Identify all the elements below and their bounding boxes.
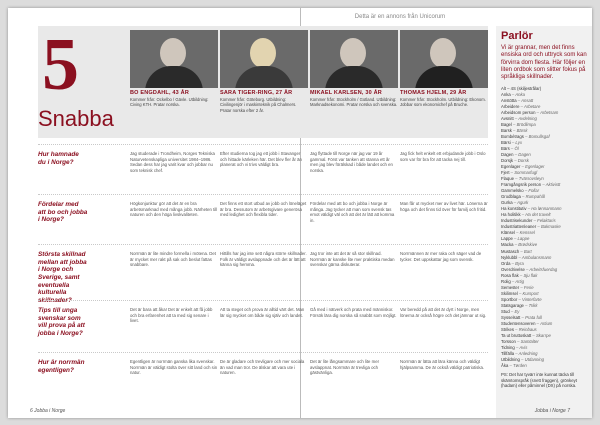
phrase-swedish: – Brödlimpa: [511, 121, 536, 127]
answer-text: Jag tror inte att det är så stor skillnad. Norrmän är kanske lite mer praktiska medan svenskar gärna diskuterar.: [310, 251, 395, 268]
answer-text: Man får ut mycket mer av livet här. Lönerna är höga och det finns tid över för familj och fritid.: [400, 201, 488, 212]
portrait-photo: [400, 30, 488, 88]
phrase-norwegian: Bärsi: [501, 139, 511, 145]
phrase-swedish: – Öl: [509, 145, 519, 151]
answer-text: Norrmän är lätta att lära känna och väldigt hjälpsamma. De är också väldigt patriotiska.: [400, 359, 485, 370]
answer-text: Att ta steget och prova är alltid värt det. Man lär sig mycket om både sig själv och landet.: [220, 307, 305, 318]
phrase-norwegian: Dorsjk: [501, 158, 514, 164]
phrase-swedish: – Dorsk: [513, 158, 529, 164]
person-name: THOMAS HJELM, 29 ÅR: [400, 90, 467, 96]
question-heading: Hur hamnade du i Norge?: [38, 151, 79, 166]
phrase-norwegian: Statsgarage: [501, 302, 524, 308]
phrase-norwegian: Arbeidere: [501, 103, 520, 109]
person-bio: Kommer från: Ockelbo / Gävle. Utbildning: Civing KTH. Pratar norska.: [130, 97, 209, 108]
question-heading: Största skillnad mellan att jobba i Norge och Sverige, samt eventuella kulturella skillnader?: [38, 251, 87, 305]
phrase-norwegian: Anka: [501, 91, 511, 97]
answer-text: Jag fick helt enkelt ett erbjudande jobb i Oslo som var för bra för att tacka nej till.: [400, 151, 486, 162]
phrase-swedish: – Follar: [523, 188, 540, 194]
phrase-swedish: – Dagen: [513, 152, 531, 157]
page-footer-right: Jobba i Norge 7: [534, 408, 570, 414]
person-card: [220, 30, 308, 113]
phrase-swedish: – Ambulansmann: [517, 254, 552, 260]
phrase-swedish: – Brødskive: [513, 242, 538, 248]
phrasebook-sidebar: [496, 26, 592, 418]
phrase-swedish: – Avdelning: [513, 115, 537, 121]
sidebar-title: Parlör: [501, 30, 533, 42]
answer-text: Egentligen är norrmän ganska lika svenskar. Norrmän är väldigt stolta över sitt land och sin natur.: [130, 359, 218, 376]
answer-text: Gå med i nätverk och prata med människor. Försök lära dig norska så snabbt som möjligt.: [310, 307, 397, 318]
phrase-norwegian: Lappe: [501, 236, 513, 242]
answer-text: Det finns ett stort utbud av jobb och löneläget är bra. Dessutom är arbetsgivare generösa med ledighet och flexibla tider.: [220, 201, 307, 218]
phrase-swedish: – Bärsk: [511, 127, 528, 133]
phrase-norwegian: Strikes: [501, 326, 514, 332]
question-row: [38, 194, 488, 224]
portrait-photo: [130, 30, 218, 88]
answer-text: Norrmän är lite mindre formella i mötena. Det är mycket mer rakt på sak och beslut fattas snabbare.: [130, 251, 216, 268]
person-bio: Kommer från: Göteborg. Utbildning: Civilingenjör i maskinteknik på Chalmers. Pratar norska efter 2 år.: [220, 97, 297, 113]
phrase-norwegian: Industrisekunder: [501, 218, 533, 224]
phrase-norwegian: Bombétrags: [501, 133, 524, 139]
person-bio: Kommer från: Stockholm. Utbildning: Ekonom. Jobbar som ekonomichef på Bruche.: [400, 97, 486, 108]
phrase-norwegian: Alt – 4S (skiljestrålar): [501, 85, 542, 91]
phrase-swedish: – Tørden: [508, 363, 527, 369]
phrase-norwegian: Torsson: [501, 338, 516, 344]
phrase-norwegian: Overdrivelse: [501, 266, 525, 272]
phrasebook-entry: [501, 363, 587, 369]
answer-text: Hittills har jag inte sett några större skillnader. Folk är väldigt avslappnade och det är lätt att känna sig hemma.: [220, 251, 307, 268]
question-row: [38, 352, 488, 376]
phrase-norwegian: Rolig: [501, 278, 511, 284]
phrase-swedish: – Ansatt: [516, 97, 534, 103]
answer-text: Högkonjunktur gör att det är en bra arbetsmarknad med många jobb. Närheten till naturen och den höga livskvaliteten.: [130, 201, 218, 218]
answer-text: Det är bara att åka! Det är enkelt att få jobb och bra erfarenhet att ta med sig senare i livet.: [130, 307, 213, 324]
question-row: [38, 244, 488, 305]
magazine-spread: [8, 8, 592, 418]
phrase-swedish: – Bakmaske: [536, 224, 561, 230]
portrait-photo: [220, 30, 308, 88]
phrase-norwegian: Fjert: [501, 170, 510, 176]
phrase-norwegian: Dagen: [501, 152, 514, 157]
answer-text: Jag flyttade till Norge när jag var 19 år gammal. Först var tanken att stanna ett år men jag blev förälskad i både landet och en norska.: [310, 151, 393, 174]
answer-text: Det är lite långsammare och lite mer avslappnat. Norrmän är trevliga och gästvänliga.: [310, 359, 380, 376]
phrase-swedish: – Prata full: [520, 314, 542, 320]
question-heading: Tips till unga svenskar som vill prova på att jobba i Norge?: [38, 307, 85, 338]
advertisement-note: Detta är en annons från Unicorum: [354, 14, 446, 20]
portrait-photo: [310, 30, 398, 88]
phrase-norwegian: Arbeidsom person: [501, 109, 536, 115]
phrase-swedish: – Kenssel: [514, 230, 535, 236]
phrase-swedish: – Egenlager: [520, 164, 545, 170]
phrase-norwegian: Macka: [501, 242, 514, 248]
person-name: MIKAEL KARLSEN, 30 ÅR: [310, 90, 382, 96]
phrase-swedish: – Kursport: [517, 290, 539, 296]
phrase-swedish: – Sju flak: [518, 272, 538, 278]
phrase-norwegian: Industriattenleaner: [501, 224, 537, 230]
phrase-norwegian: Nyklubbl: [501, 254, 518, 260]
phrase-swedish: – Samtalter: [515, 338, 539, 344]
phrase-norwegian: Ha konstitutiv: [501, 206, 527, 212]
phrase-swedish: – Utdanning: [519, 357, 545, 363]
phrase-swedish: – Tvärsovsleyn: [514, 176, 544, 182]
phrase-norwegian: Stud: [501, 308, 510, 314]
phrase-norwegian: Barsk: [501, 127, 512, 133]
phrasebook-list: [501, 86, 587, 369]
phrase-norwegian: Åka: [501, 363, 509, 369]
phrase-norwegian: Bagel: [501, 121, 512, 127]
phrase-swedish: – Arbetsam: [535, 109, 559, 115]
phrase-norwegian: Flaque: [501, 176, 514, 182]
phrase-swedish: – Rumpahål: [520, 194, 545, 200]
phrase-norwegian: Rosa flak: [501, 272, 519, 278]
sidebar-intro: Vi är grannar, men det finns ensiska ord och uttryck som kan förvirra dom flesta. Här följer en liten ordbok som slitter fokus på språkliga skillnader.: [501, 45, 587, 81]
phrase-norwegian: Sportbor: [501, 296, 518, 302]
phrase-swedish: – Lyx: [510, 139, 522, 145]
question-heading: Fördelar med att bo och jobba i Norge?: [38, 201, 88, 224]
phrase-swedish: – Skarrpe: [531, 332, 551, 338]
person-bio: Kommer från: Stockholm / Gotland. Utbildning: Marknadsekonomi. Pratar norska och svenska.: [310, 97, 398, 108]
phrase-swedish: – Ha det travelt: [520, 212, 551, 218]
question-row: [38, 144, 488, 174]
sidebar-footnote: PS: Det har tyvärr inte kunnat täcka till skämtomspråk (snett fraggen), grönkeyt (hadam) eller påminnel (DX) på norska.: [501, 372, 577, 389]
page-footer-left: 6 Jobba i Norge: [30, 408, 66, 414]
phrase-norwegian: Tillfälla: [501, 351, 515, 357]
phrase-swedish: – Avis: [514, 345, 528, 350]
phrase-swedish: – Reinbaus: [514, 326, 537, 332]
phrase-swedish: – Lappe: [512, 236, 530, 242]
person-card: [400, 30, 488, 108]
phrase-swedish: – Felaktaris: [532, 218, 556, 224]
phrase-swedish: – Artig: [510, 278, 524, 284]
answer-text: Jag studerade i Trondheim, Norges Tekniska Naturvetenskapliga universitet 1984–1986. Sedan dess har jag varit kvar och jobbar nu som teknisk chef.: [130, 151, 215, 174]
title-word: Snabba: [38, 106, 114, 131]
answer-text: Var beredd på att det är dyrt i Norge, men lönerna är också högre och det jämnar ut sig.: [400, 307, 487, 318]
phrase-norwegian: Studentensoveren: [501, 320, 536, 326]
phrase-norwegian: Gurka: [501, 200, 513, 206]
answer-text: Efter studierna tog jag ett jobb i Stavanger och hittade kärleken här. Det blev fler år än planerat och vi trivs väldigt bra.: [220, 151, 302, 168]
answer-text: Norrmännen är mer raka och säger vad de tycker. Det uppskattar jag som svensk.: [400, 251, 482, 262]
phrase-norwegian: Framgångsrik person: [501, 182, 542, 188]
phrase-norwegian: Anstötta: [501, 97, 517, 103]
phrase-norwegian: Tidning: [501, 345, 515, 350]
phrase-swedish: – Aktivistt: [541, 182, 561, 188]
phrase-norwegian: Klänsel: [501, 230, 515, 236]
phrase-swedish: – Arbetare: [519, 103, 541, 109]
question-row: [38, 300, 488, 338]
phrase-norwegian: Avsnitt: [501, 115, 514, 121]
phrase-swedish: – Anka: [510, 91, 525, 97]
phrase-norwegian: Skilimsel: [501, 290, 518, 296]
person-name: BO ENGDAHL, 43 ÅR: [130, 90, 190, 96]
person-name: SARA TIGER-RING, 27 ÅR: [220, 90, 293, 96]
phrase-norwegian: Egenlager: [501, 164, 521, 170]
phrase-swedish: – Bomullsgaf: [523, 133, 550, 139]
answer-text: Fördelar med att bo och jobba i Norge är många. Jag tycker att man som svensk tas emot väldigt väl och att det är lätt att komma in.: [310, 201, 395, 224]
phrase-norwegian: Ha holitikk: [501, 212, 521, 218]
answer-text: De är gladare och trevligare och mer sociala än vad man tror. De älskar att vara ute i naturen.: [220, 359, 305, 376]
phrase-norwegian: Mustasch: [501, 248, 520, 254]
phrase-norwegian: Semester: [501, 284, 520, 290]
phrase-norwegian: Orda: [501, 260, 511, 266]
title-number: 5: [42, 24, 79, 106]
phrase-swedish: – Vinterfarte: [517, 296, 542, 302]
phrase-norwegian: Gammelsko: [501, 188, 524, 194]
phrase-swedish: – Byra: [510, 260, 524, 266]
phrase-norwegian: Grodblaga: [501, 194, 521, 200]
phrase-norwegian: Sysselsatt: [501, 314, 521, 320]
phrase-swedish: – Arbeitsfuerdag: [524, 266, 558, 272]
phrase-swedish: – Ha lønnanmann: [526, 206, 562, 212]
phrase-swedish: – Ey: [509, 308, 520, 314]
phrase-norwegian: Bärs: [501, 145, 510, 151]
phrase-swedish: – Agurk: [512, 200, 529, 206]
person-card: [130, 30, 218, 108]
phrase-norwegian: Utbildning: [501, 357, 520, 363]
phrase-swedish: – Bart: [519, 248, 532, 254]
person-card: [310, 30, 398, 108]
phrase-swedish: – Ferie: [519, 284, 534, 290]
phrase-norwegian: Ta ut bruttoskatt: [501, 332, 532, 338]
phrase-swedish: – Anledning: [514, 351, 538, 357]
phrase-swedish: – Artium: [535, 320, 553, 326]
phrase-swedish: – Trikk: [523, 302, 538, 308]
question-heading: Hur är norrmän egentligen?: [38, 359, 85, 374]
phrase-swedish: – Sommarfugl: [509, 170, 538, 176]
